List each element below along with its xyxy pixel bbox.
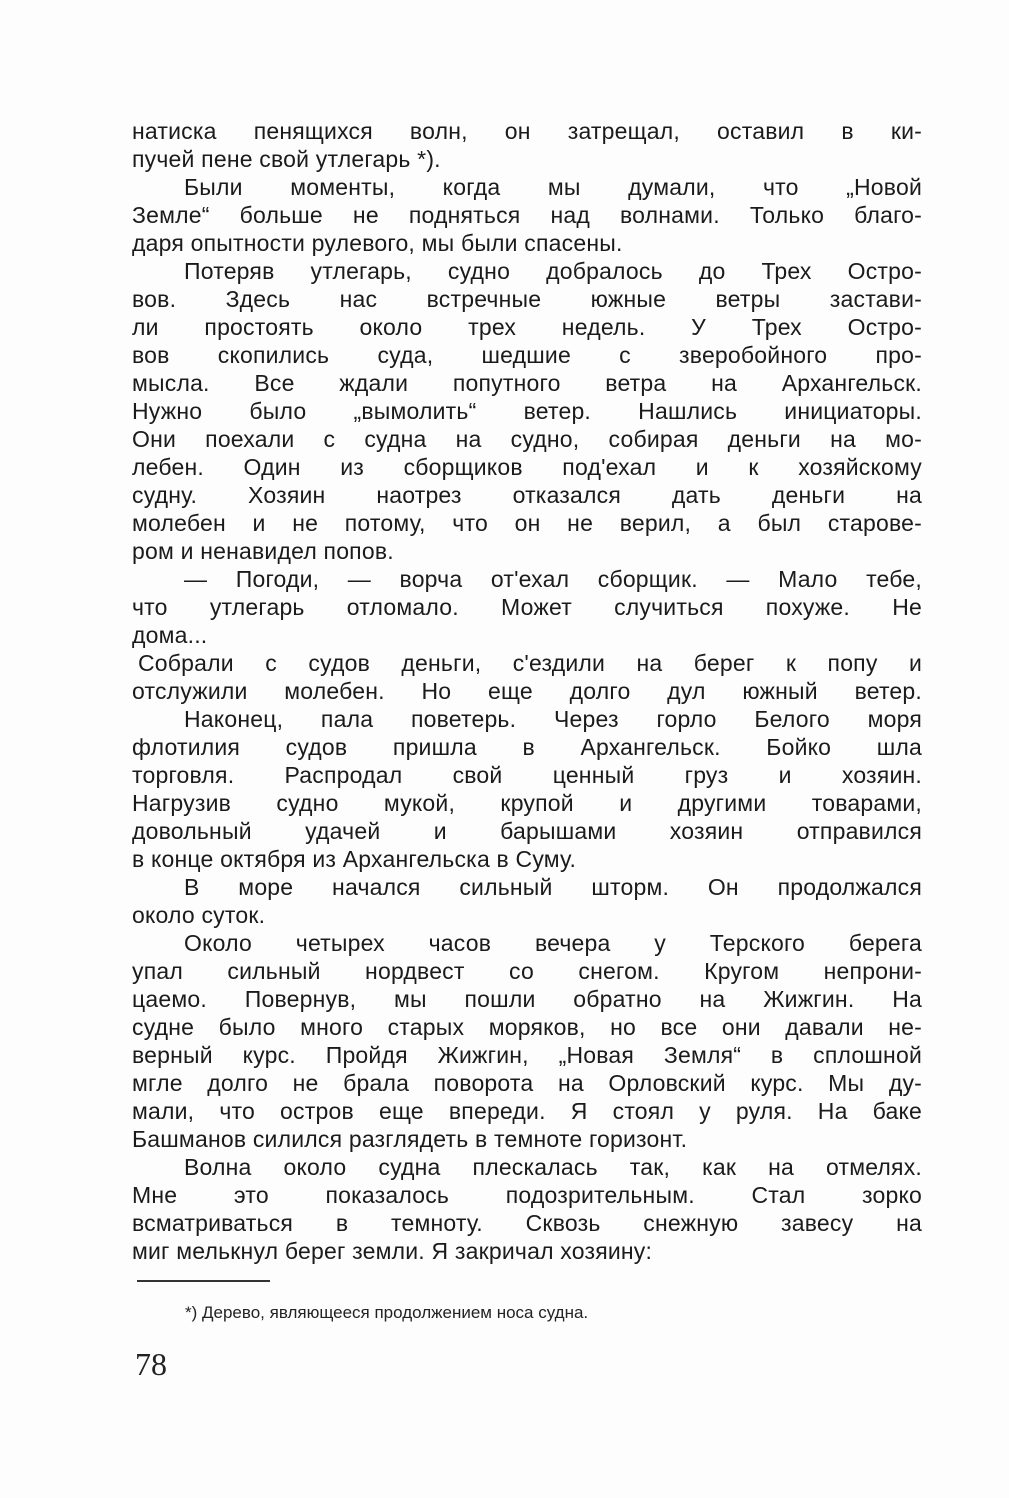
text-line: Около четырех часов вечера у Терского берега [184, 930, 922, 956]
text-line: мгле долго не брала поворота на Орловский курс. Мы ду- [132, 1070, 922, 1096]
text-line: — Погоди, — ворча от'ехал сборщик. — Мало тебе, [184, 566, 922, 592]
text-line: в конце октября из Архангельска в Суму. [132, 846, 577, 872]
page-number: 78 [135, 1346, 167, 1382]
text-line: мысла. Все ждали попутного ветра на Архангельск. [132, 370, 922, 396]
text-line: Башманов силился разглядеть в темноте горизонт. [132, 1126, 688, 1152]
text-line: ром и ненавидел попов. [132, 538, 394, 564]
text-line: ли простоять около трех недель. У Трех Остро- [132, 314, 922, 340]
text-line: В море начался сильный шторм. Он продолжался [184, 874, 922, 900]
text-line: около суток. [132, 902, 266, 928]
text-line: судну. Хозяин наотрез отказался дать деньги на [132, 482, 922, 508]
text-line: мали, что остров еще впереди. Я стоял у руля. На баке [132, 1098, 922, 1124]
text-line: отслужили молебен. Но еще долго дул южный ветер. [132, 678, 922, 704]
text-line: верный курс. Пройдя Жижгин, „Новая Земля“ в сплошной [132, 1042, 922, 1068]
text-line: торговля. Распродал свой ценный груз и хозяин. [132, 762, 922, 788]
text-line: Наконец, пала поветерь. Через горло Белого моря [184, 706, 922, 732]
text-line: Волна около судна плескалась так, как на отмелях. [184, 1154, 922, 1180]
text-line: Мне это показалось подозрительным. Стал зорко [132, 1182, 922, 1208]
text-line: вов скопились суда, шедшие с зверобойного про- [132, 342, 922, 368]
text-line: молебен и не потому, что он не верил, а был старове- [132, 510, 922, 536]
text-line: миг мелькнул берег земли. Я закричал хозяину: [132, 1238, 653, 1264]
text-line: Нагрузив судно мукой, крупой и другими товарами, [132, 790, 922, 816]
text-line: дома... [132, 622, 208, 648]
text-line: Они поехали с судна на судно, собирая деньги на мо- [132, 426, 922, 452]
footnote-divider [137, 1280, 270, 1282]
text-line: судне было много старых моряков, но все они давали не- [132, 1014, 922, 1040]
text-line: лебен. Один из сборщиков под'ехал и к хозяйскому [132, 454, 922, 480]
text-line: Нужно было „вымолить“ ветер. Нашлись инициаторы. [132, 398, 922, 424]
footnote: *) Дерево, являющееся продолжением носа судна. [185, 1303, 589, 1322]
text-line: Земле“ больше не подняться над волнами. Только благо- [132, 202, 922, 228]
text-line: вов. Здесь нас встречные южные ветры застави- [132, 286, 922, 312]
text-line: пучей пене свой утлегарь *). [132, 146, 441, 172]
text-line: натиска пенящихся волн, он затрещал, оставил в ки- [132, 118, 922, 144]
text-line: даря опытности рулевого, мы были спасены. [132, 230, 623, 256]
text-line: упал сильный нордвест со снегом. Кругом непрони- [132, 958, 922, 984]
text-line: довольный удачей и барышами хозяин отправился [132, 818, 922, 844]
text-line: флотилия судов пришла в Архангельск. Бойко шла [132, 734, 922, 760]
text-line: всматриваться в темноту. Сквозь снежную завесу на [132, 1210, 922, 1236]
text-line: Потеряв утлегарь, судно добралось до Трех Остро- [184, 258, 922, 284]
text-line: что утлегарь отломало. Может случиться похуже. Не [132, 594, 922, 620]
text-line: Были моменты, когда мы думали, что „Новой [184, 174, 922, 200]
text-line: цаемо. Повернув, мы пошли обратно на Жижгин. На [132, 986, 922, 1012]
text-line: Собрали с судов деньги, с'ездили на берег к попу и [138, 650, 922, 676]
